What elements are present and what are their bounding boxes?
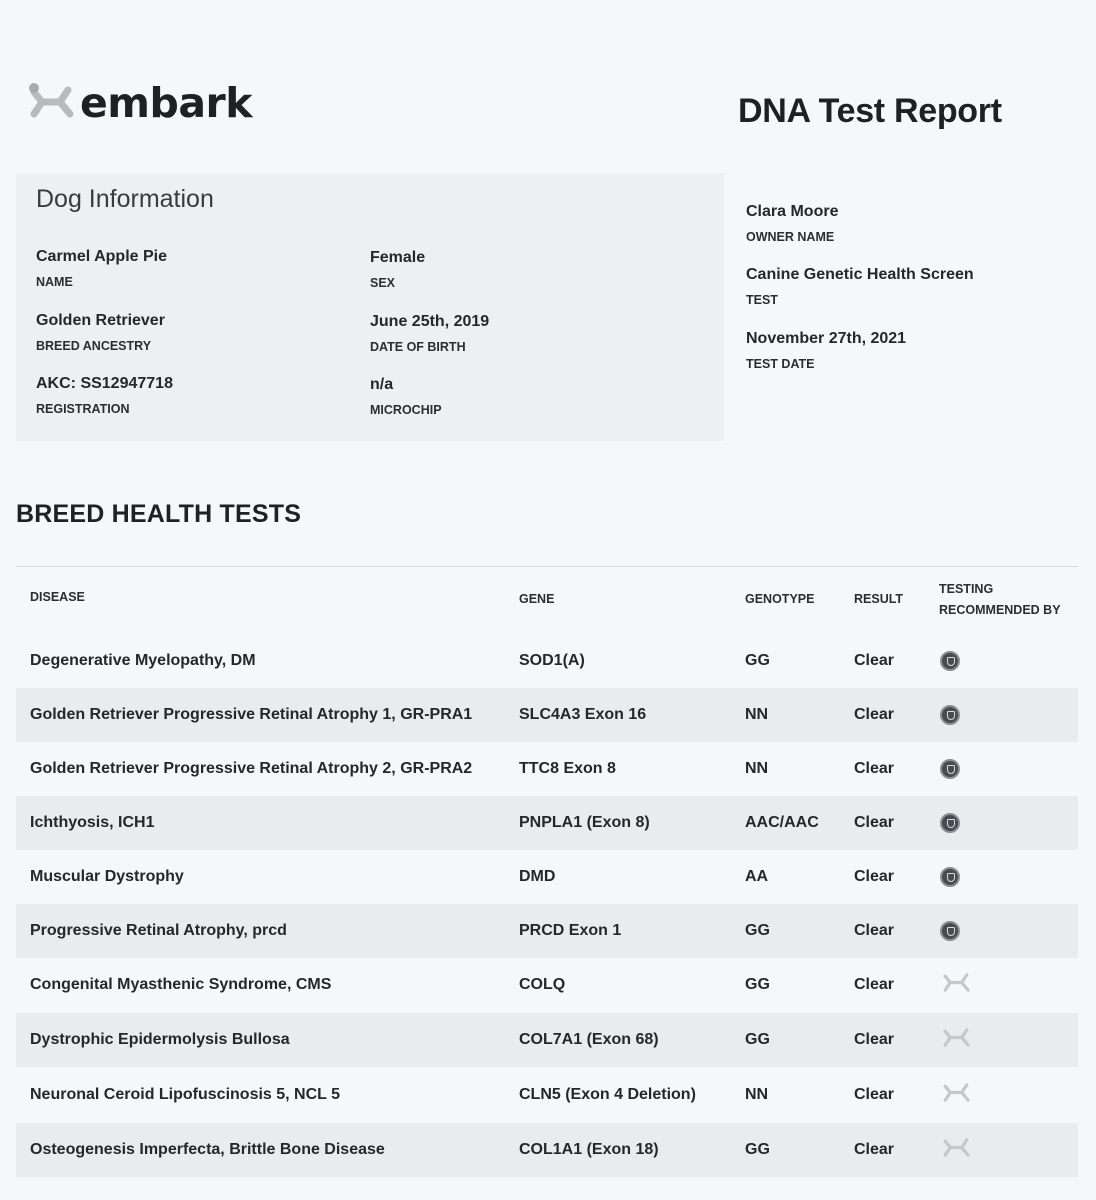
gene-cell: PNPLA1 (Exon 8) [519,814,650,831]
result-cell: Clear [854,976,895,993]
gene-cell: SOD1(A) [519,652,585,669]
dog-sex-field [370,249,425,290]
embark-dog-logo-icon [940,1134,972,1162]
test-date-field [746,330,906,371]
column-header-disease: DISEASE [30,590,85,604]
embark-dog-logo-icon [940,1079,972,1107]
recommended-by-cell [940,1079,972,1112]
registration-field [36,375,173,416]
disease-cell: Congenital Myasthenic Syndrome, CMS [30,976,332,993]
gene-cell: COL1A1 (Exon 18) [519,1141,659,1158]
genotype-cell: GG [745,652,770,669]
microchip-value: n/a [370,376,394,393]
gene-cell: PRCD Exon 1 [519,922,622,939]
table-row [16,688,1078,742]
test-date-label: TEST DATE [746,357,815,371]
breed-club-badge-icon [940,921,960,941]
result-cell: Clear [854,868,895,885]
genotype-cell: GG [745,976,770,993]
recommended-by-cell [940,705,960,725]
disease-cell: Neuronal Ceroid Lipofuscinosis 5, NCL 5 [30,1086,340,1103]
dog-information-heading: Dog Information [36,185,214,213]
dog-sex-label: SEX [370,276,396,290]
column-header-genotype: GENOTYPE [745,592,815,606]
disease-cell: Muscular Dystrophy [30,868,184,885]
genotype-cell: AA [745,868,769,885]
test-value: Canine Genetic Health Screen [746,266,974,283]
dog-information-panel [16,173,724,441]
report-header [0,0,1096,160]
disease-cell: Golden Retriever Progressive Retinal Atrophy 2, GR-PRA2 [30,760,473,777]
table-row [16,904,1078,958]
breed-label: BREED ANCESTRY [36,339,152,353]
dog-name-label: NAME [36,275,73,289]
owner-value: Clara Moore [746,203,839,220]
column-header-gene: GENE [519,592,555,606]
gene-cell: CLN5 (Exon 4 Deletion) [519,1086,696,1103]
recommended-by-cell [940,867,960,887]
table-row [16,1068,1078,1122]
disease-cell: Progressive Retinal Atrophy, prcd [30,922,287,939]
recommended-by-cell [940,759,960,779]
disease-cell: Golden Retriever Progressive Retinal Atrophy 1, GR-PRA1 [30,706,473,723]
breed-club-badge-icon [940,759,960,779]
disease-cell: Degenerative Myelopathy, DM [30,652,256,669]
dog-sex-value: Female [370,249,426,266]
column-header-recommended-line1: TESTING [939,582,994,596]
disease-cell: Dystrophic Epidermolysis Bullosa [30,1031,290,1048]
embark-dog-logo-icon [26,78,76,128]
column-header-recommended [939,579,1061,621]
recommended-by-cell [940,969,972,1002]
disease-cell: Ichthyosis, ICH1 [30,814,155,831]
breed-club-badge-icon [940,867,960,887]
recommended-by-cell [940,813,960,833]
column-header-result: RESULT [854,592,904,606]
recommended-by-cell [940,651,960,671]
test-label: TEST [746,293,778,307]
embark-dog-logo-icon [940,969,972,997]
owner-field [746,203,838,244]
table-divider [16,566,1078,567]
table-row [16,742,1078,796]
dob-field [370,313,489,354]
genotype-cell: NN [745,760,769,777]
table-row [16,850,1078,904]
table-row [16,1123,1078,1177]
breed-health-tests-heading: BREED HEALTH TESTS [16,500,302,528]
result-cell: Clear [854,922,895,939]
registration-label: REGISTRATION [36,402,130,416]
breed-club-badge-icon [940,813,960,833]
gene-cell: DMD [519,868,556,885]
test-field [746,266,974,307]
table-row [16,958,1078,1012]
recommended-by-cell [940,1134,972,1167]
result-cell: Clear [854,760,895,777]
brand-name: embark [80,79,253,127]
column-header-recommended-line2: RECOMMENDED BY [939,603,1061,617]
table-row [16,1013,1078,1067]
recommended-by-cell [940,921,960,941]
result-cell: Clear [854,706,895,723]
microchip-label: MICROCHIP [370,403,442,417]
result-cell: Clear [854,652,895,669]
genotype-cell: GG [745,1031,770,1048]
report-title: DNA Test Report [738,92,1002,130]
result-cell: Clear [854,1086,895,1103]
result-cell: Clear [854,1031,895,1048]
dog-name-value: Carmel Apple Pie [36,248,168,265]
breed-value: Golden Retriever [36,312,165,329]
disease-cell: Osteogenesis Imperfecta, Brittle Bone Disease [30,1141,385,1158]
breed-field [36,312,165,353]
embark-logo [26,78,252,128]
genotype-cell: AAC/AAC [745,814,819,831]
genotype-cell: NN [745,1086,769,1103]
embark-dog-logo-icon [940,1024,972,1052]
table-row [16,634,1078,688]
dog-name-field [36,248,167,289]
gene-cell: COLQ [519,976,566,993]
genotype-cell: GG [745,1141,770,1158]
genotype-cell: NN [745,706,769,723]
gene-cell: COL7A1 (Exon 68) [519,1031,659,1048]
table-row [16,796,1078,850]
dob-value: June 25th, 2019 [370,313,490,330]
gene-cell: TTC8 Exon 8 [519,760,616,777]
microchip-field [370,376,442,417]
owner-label: OWNER NAME [746,230,835,244]
genotype-cell: GG [745,922,770,939]
gene-cell: SLC4A3 Exon 16 [519,706,647,723]
breed-club-badge-icon [940,705,960,725]
recommended-by-cell [940,1024,972,1057]
dob-label: DATE OF BIRTH [370,340,466,354]
result-cell: Clear [854,1141,895,1158]
result-cell: Clear [854,814,895,831]
registration-value: AKC: SS12947718 [36,375,173,392]
test-date-value: November 27th, 2021 [746,330,907,347]
breed-club-badge-icon [940,651,960,671]
